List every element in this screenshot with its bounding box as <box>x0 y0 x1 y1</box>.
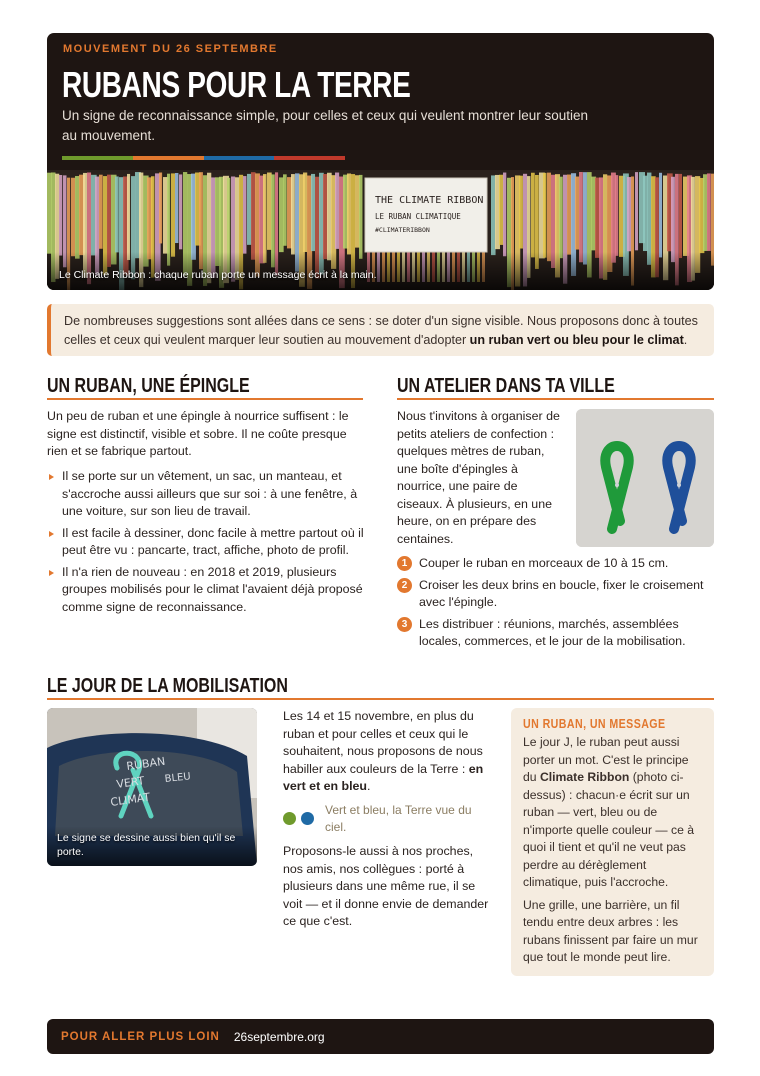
color-bar <box>62 156 345 160</box>
ribbon-strand <box>647 173 651 265</box>
ribbon-strand <box>547 173 551 262</box>
ribbon-strand <box>579 172 583 262</box>
green-dot <box>283 812 296 825</box>
ribbon-strand <box>519 176 523 249</box>
ribbon-strand <box>251 172 256 260</box>
sidebar-text: Le jour J, le ruban peut aussi porter un mot. C'est le principe du <box>523 735 689 784</box>
ribbon-strand <box>243 176 246 254</box>
section1-intro: Un peu de ruban et une épingle à nourrice suffisent : le signe est distinctif, visible et sobre. Il ne coûte presque rien et se fabrique partout. <box>47 409 349 458</box>
earth-colors-dots <box>283 812 314 825</box>
ribbon-strand <box>707 173 711 250</box>
ribbon-strand <box>71 178 75 257</box>
ribbon-strand <box>531 173 535 258</box>
color-bar-red <box>274 156 345 160</box>
message-sidebar <box>511 708 714 976</box>
list-item: Il n'a rien de nouveau : en 2018 et 2019, plusieurs groupes mobilisés pour le climat l'avaient déjà proposé comme signe de reconnaissance. <box>47 564 367 617</box>
callout-bold: un ruban vert ou bleu pour le climat <box>469 333 684 347</box>
climate-ribbon-photo <box>47 170 714 290</box>
para-bold: en vert et en bleu <box>283 761 484 793</box>
footer-label: POUR ALLER PLUS LOIN <box>61 1030 220 1043</box>
ribbon-strand <box>583 172 587 264</box>
ribbon-strand <box>303 173 307 252</box>
callout-end: . <box>683 333 688 347</box>
step-text: Croiser les deux brins en boucle, fixer le croisement avec l'épingle. <box>419 577 704 609</box>
awareness-ribbons-photo <box>576 409 714 547</box>
car-window-photo <box>47 708 257 866</box>
list-item: Il est facile à dessiner, donc facile à mettre partout où il peut être vu : pancarte, tract, affiche, photo de profil. <box>47 525 367 560</box>
section2-intro: Nous t'invitons à organiser de petits ateliers de confection : quelques mètres de ruban, une boîte d'épingles à nourrice, une paire de ciseaux. À plusieurs, en une heure, on en prépare des centaines. <box>397 409 560 546</box>
section-rule <box>47 398 363 400</box>
car-text-2: VERT <box>115 774 146 791</box>
ribbon-strand <box>335 173 339 249</box>
step-text: Couper le ruban en morceaux de 10 à 15 cm. <box>419 556 669 570</box>
ribbon-strand <box>659 173 662 258</box>
ribbon-strand <box>59 175 62 256</box>
ribbon-strand <box>627 177 631 251</box>
ribbon-strand <box>291 174 295 254</box>
section-heading-ribbon: UN RUBAN, UNE ÉPINGLE <box>47 375 250 397</box>
ribbon-strand <box>263 174 267 263</box>
step-number: 1 <box>397 556 412 571</box>
list-item <box>397 577 717 612</box>
callout-text: De nombreuses suggestions sont allées dans ce sens : se doter d'un signe visible. Nous proposons donc à toutes celles et ceux qui veulent marquer leur soutien au mouvement d'adopter <box>64 314 698 347</box>
ribbon-strand <box>179 174 182 249</box>
ribbon-strand <box>359 175 362 259</box>
car-text-3: BLEU <box>164 771 192 785</box>
ribbon-strand <box>247 174 252 245</box>
ribbon-strand <box>175 173 178 243</box>
sidebar-text-end: (photo ci-dessus) : chacun·e écrit sur un ruban — vert, bleu ou de n'importe quelle couleur — ce à quoi il tient et qu'il ne veut pas perdre au dérèglement climatique, puis l'accroche. <box>523 770 695 889</box>
ribbon-strand <box>283 174 287 245</box>
list-item <box>397 555 717 573</box>
step-number: 3 <box>397 617 412 632</box>
sign-line-2: LE RUBAN CLIMATIQUE <box>375 212 461 221</box>
photo-caption: Le Climate Ribbon : chaque ruban porte un message écrit à la main. <box>59 269 377 281</box>
ribbon-strand <box>167 174 170 266</box>
page-title: RUBANS POUR LA TERRE <box>62 64 411 105</box>
dots-label: Vert et bleu, la Terre vue du ciel. <box>325 803 472 834</box>
sidebar-para-1 <box>523 734 702 892</box>
ribbon-strand <box>567 175 571 255</box>
step-text: Les distribuer : réunions, marchés, assemblées locales, commerces, et le jour de la mobilisation. <box>419 616 686 648</box>
section-rule <box>47 698 714 700</box>
workshop-steps <box>397 555 717 655</box>
sidebar-heading: UN RUBAN, UN MESSAGE <box>523 717 666 731</box>
hero-banner <box>47 33 714 290</box>
list-item: Il se porte sur un vêtement, un sac, un manteau, et s'accroche aussi ailleurs que sur soi : à une fenêtre, à une voiture, sur son lieu de travail. <box>47 468 367 521</box>
sidebar-para-2: Une grille, une barrière, un fil tendu entre deux arbres : les rubans finissent par faire un mur que tout le monde peut lire. <box>523 897 698 964</box>
mobilisation-para-1 <box>283 708 488 796</box>
ribbon-strand <box>635 172 638 250</box>
ribbon-strand <box>503 173 506 257</box>
ribbon-strand <box>347 173 351 254</box>
ribbon-strand <box>75 176 80 259</box>
blue-dot <box>301 812 314 825</box>
para-end: . <box>367 779 371 793</box>
ribbon-strand <box>311 174 315 251</box>
car-text-1: RUBAN <box>125 754 167 773</box>
ribbon-strand <box>543 173 546 258</box>
ribbon-strand <box>703 174 707 251</box>
ribbon-strand <box>491 175 496 255</box>
ribbon-strand <box>127 174 130 260</box>
ribbon-strand <box>279 177 284 252</box>
sign-line-1: THE CLIMATE RIBBON <box>375 195 484 206</box>
color-bar-green <box>62 156 133 160</box>
ribbon-strand <box>679 174 682 258</box>
section-heading-workshop: UN ATELIER DANS TA VILLE <box>397 375 615 397</box>
footer <box>47 1019 714 1054</box>
footer-website-link[interactable]: 26septembre.org <box>233 1029 325 1044</box>
ribbon-strand <box>711 174 714 266</box>
sidebar-bold: Climate Ribbon <box>539 770 630 784</box>
ribbon-strand <box>115 176 119 252</box>
ribbon-strand <box>499 175 503 245</box>
ribbon-strand <box>615 175 618 256</box>
para-text: Les 14 et 15 novembre, en plus du ruban et pour celles et ceux qui le souhaitent, nous proposons de nous habiller aux couleurs de la Terre : <box>283 709 483 776</box>
ribbon-strand <box>643 176 648 251</box>
ribbon-strand <box>267 173 272 250</box>
section1-bullets <box>47 468 367 620</box>
ribbon-strand <box>47 173 52 254</box>
car-text-4: CLIMAT <box>109 790 151 809</box>
ribbons-pair-illustration <box>576 409 714 547</box>
mobilisation-para-2: Proposons-le aussi à nos proches, nos amis, nos collègues : porté à plusieurs dans une même rue, il se voit — et il donne envie de demander ce que c'est. <box>283 844 489 928</box>
section-rule <box>397 398 714 400</box>
color-bar-blue <box>204 156 275 160</box>
ribbon-sign <box>365 178 487 252</box>
intro-callout <box>47 304 714 356</box>
list-item <box>397 616 717 651</box>
step-number: 2 <box>397 578 412 593</box>
kicker: MOUVEMENT DU 26 SEPTEMBRE <box>63 43 278 55</box>
ribbon-strand <box>159 172 162 243</box>
ribbon-strand <box>671 177 675 262</box>
ribbon-strand <box>99 175 103 249</box>
section-heading-mobilisation: LE JOUR DE LA MOBILISATION <box>47 675 288 697</box>
page-subtitle: Un signe de reconnaissance simple, pour celles et ceux qui veulent montrer leur soutien au mouvement. <box>62 108 589 143</box>
car-photo-caption: Le signe se dessine aussi bien qu'il se porte. <box>57 832 236 858</box>
ribbon-strand <box>327 173 332 261</box>
ribbon-strand <box>171 173 175 256</box>
ribbon-strand <box>559 177 563 258</box>
sign-line-3: #CLIMATERIBBON <box>375 226 430 234</box>
color-bar-orange <box>133 156 204 160</box>
ribbon-strand <box>575 177 579 250</box>
